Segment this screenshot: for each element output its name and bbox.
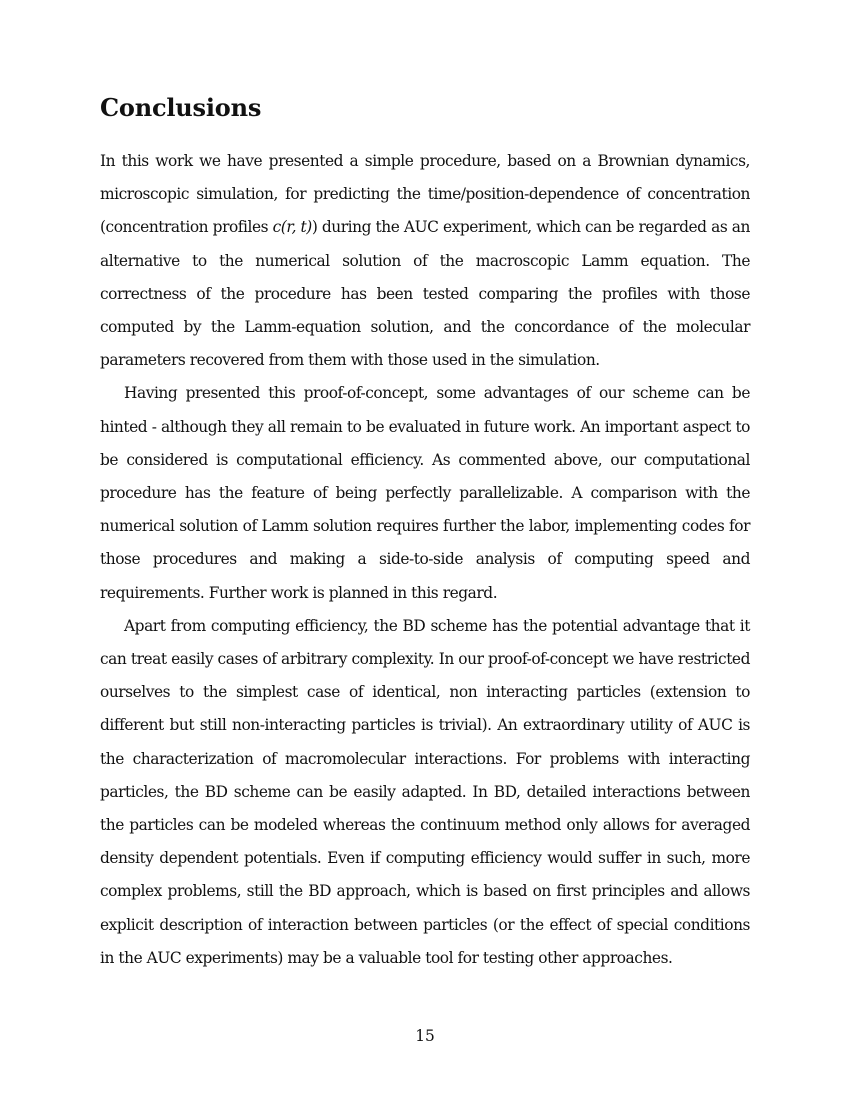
page-number: 15 xyxy=(415,1027,435,1045)
section-body xyxy=(100,145,750,975)
paragraph-1-text-start: In this work we have presented a simple procedure, based on a Brownian dynamics, microscopic simulation, for predicting the time/position-dependence of concentration (concentration profiles xyxy=(100,152,750,237)
paragraph-2: Having presented this proof-of-concept, some advantages of our scheme can be hinted - although they all remain to be evaluated in future work. An important aspect to be considered is computational efficiency. As commented above, our computational procedure has the feature of being perfectly parallelizable. A comparison with the numerical solution of Lamm solution requires further the labor, implementing codes for those procedures and making a side-to-side analysis of computing speed and requirements. Further work is planned in this regard. xyxy=(100,384,750,602)
paragraph-1 xyxy=(100,145,750,377)
concentration-profile-math: c(r, t) xyxy=(272,218,312,237)
paragraph-3: Apart from computing efficiency, the BD scheme has the potential advantage that it can treat easily cases of arbitrary complexity. In our proof-of-concept we have restricted ourselves to the simplest case of identical, non interacting particles (extension to different but still non-interacting particles is trivial). An extraordinary utility of AUC is the characterization of macromolecular interactions. For problems with interacting particles, the BD scheme can be easily adapted. In BD, detailed interactions between the particles can be modeled whereas the continuum method only allows for averaged density dependent potentials. Even if computing efficiency would suffer in such, more complex problems, still the BD approach, which is based on first principles and allows explicit description of interaction between particles (or the effect of special conditions in the AUC experiments) may be a valuable tool for testing other approaches. xyxy=(100,616,750,967)
section-title: Conclusions xyxy=(100,93,262,122)
paragraph-1-text-end: ) during the AUC experiment, which can be regarded as an alternative to the numerical solution of the macroscopic Lamm equation. The correctness of the procedure has been tested comparing the profiles with those computed by the Lamm-equation solution, and the concordance of the molecular parameters recovered from them with those used in the simulation. xyxy=(100,218,750,370)
